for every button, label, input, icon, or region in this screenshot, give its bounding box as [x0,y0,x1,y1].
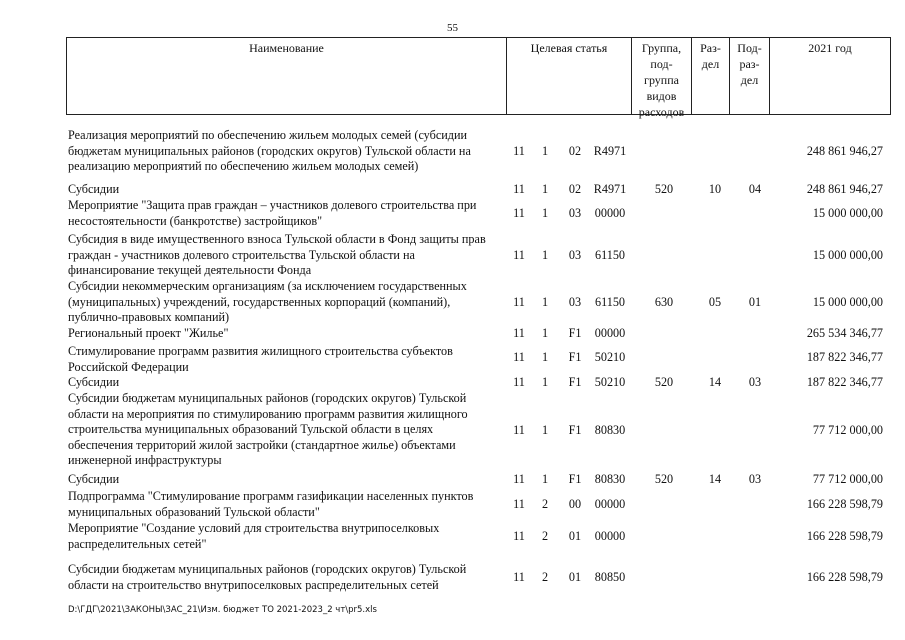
file-path-footer: D:\ГДГ\2021\ЗАКОНЫ\ЗАС_21\Изм. бюджет ТО 2021-2023_2 чт\pr5.xls [68,605,377,615]
row-code-2: 1 [541,144,549,158]
row-code-1: 11 [513,248,525,262]
row-code-4: 50210 [594,375,626,389]
row-code-2: 2 [541,570,549,584]
row-name: Стимулирование программ развития жилищного строительства субъектов Российской Федерации [68,344,453,374]
row-section: 14 [708,472,722,486]
row-code-2: 1 [541,326,549,340]
row-name: Региональный проект "Жилье" [68,326,229,340]
header-section: Раз- дел [692,38,730,114]
row-code-3: 00 [568,497,582,511]
row-name: Субсидии некоммерческим организациям (за исключением государственных (муниципальных) учреждений, государственных корпораций (компаний), публично-правовых компаний) [68,279,467,324]
row-code-4: 00000 [594,206,626,220]
row-name: Подпрограмма "Стимулирование программ газификации населенных пунктов муниципальных образований Тульской области" [68,489,474,519]
row-group: 520 [654,182,674,196]
row-code-2: 2 [541,497,549,511]
row-group: 520 [654,375,674,389]
row-amount: 166 228 598,79 [806,529,883,543]
row-code-1: 11 [513,326,525,340]
row-code-3: 02 [568,144,582,158]
row-group: 630 [654,295,674,309]
row-code-3: 03 [568,206,582,220]
row-section: 14 [708,375,722,389]
row-code-4: R4971 [593,182,627,196]
row-subsection: 03 [748,472,762,486]
row-amount: 265 534 346,77 [806,326,883,340]
row-code-1: 11 [513,375,525,389]
row-name: Субсидии [68,182,120,196]
row-amount: 77 712 000,00 [812,423,883,437]
row-code-3: 03 [568,248,582,262]
row-amount: 248 861 946,27 [806,182,883,196]
row-code-1: 11 [513,497,525,511]
row-code-4: 00000 [594,326,626,340]
row-group: 520 [654,472,674,486]
row-code-2: 2 [541,529,549,543]
row-code-3: F1 [568,375,582,389]
row-amount: 15 000 000,00 [812,248,883,262]
row-code-4: 61150 [594,248,626,262]
row-code-2: 1 [541,295,549,309]
row-code-3: F1 [568,350,582,364]
header-year: 2021 год [808,41,852,55]
row-subsection: 01 [748,295,762,309]
row-amount: 166 228 598,79 [806,570,883,584]
row-code-3: 01 [568,529,582,543]
row-code-2: 1 [541,206,549,220]
row-amount: 187 822 346,77 [806,350,883,364]
row-code-4: 80830 [594,472,626,486]
header-group: Группа, под- группа видов расходов [632,38,692,114]
row-code-2: 1 [541,350,549,364]
row-subsection: 03 [748,375,762,389]
row-code-3: 01 [568,570,582,584]
row-code-4: 00000 [594,497,626,511]
row-amount: 15 000 000,00 [812,295,883,309]
row-name: Субсидия в виде имущественного взноса Тульской области в Фонд защиты прав граждан - участников долевого строительства Тульской области на финансирование текущей деятельности Фонда [68,232,486,277]
row-amount: 248 861 946,27 [806,144,883,158]
header-target-article: Целевая статья [507,38,632,114]
row-code-1: 11 [513,144,525,158]
row-code-3: F1 [568,423,582,437]
row-name: Субсидии [68,472,120,486]
row-code-4: R4971 [593,144,627,158]
row-section: 10 [708,182,722,196]
row-amount: 166 228 598,79 [806,497,883,511]
row-code-2: 1 [541,248,549,262]
header-name: Наименование [67,38,507,114]
row-code-1: 11 [513,570,525,584]
table-header [66,37,891,119]
row-code-4: 80850 [594,570,626,584]
row-code-1: 11 [513,472,525,486]
row-code-1: 11 [513,423,525,437]
row-code-2: 1 [541,423,549,437]
row-amount: 15 000 000,00 [812,206,883,220]
row-code-3: 02 [568,182,582,196]
page-number: 55 [447,22,458,34]
row-code-2: 1 [541,375,549,389]
row-code-1: 11 [513,182,525,196]
row-name: Мероприятие "Защита прав граждан – участников долевого строительства при несостоятельности (банкротстве) застройщиков" [68,198,477,228]
row-amount: 77 712 000,00 [812,472,883,486]
row-section: 05 [708,295,722,309]
row-name: Субсидии [68,375,120,389]
row-name: Реализация мероприятий по обеспечению жильем молодых семей (субсидии бюджетам муниципальных районов (городских округов) Тульской области на реализацию мероприятий по обеспечению жильем молодых семей) [68,128,471,173]
row-code-1: 11 [513,295,525,309]
row-code-1: 11 [513,206,525,220]
row-code-4: 80830 [594,423,626,437]
row-code-4: 50210 [594,350,626,364]
row-amount: 187 822 346,77 [806,375,883,389]
header-subsection: Под- раз- дел [730,38,770,114]
row-code-3: F1 [568,472,582,486]
row-code-2: 1 [541,182,549,196]
row-name: Субсидии бюджетам муниципальных районов (городских округов) Тульской области на мероприятия по стимулированию программ развития жилищного строительства муниципальных образований Тульской области в целях обеспечения территорий жилой застройки (стандартное жилье) объектами инженерной инфраструктуры [68,391,468,467]
row-name: Субсидии бюджетам муниципальных районов (городских округов) Тульской области на строительство внутрипоселковых распределительных сетей [68,562,467,592]
row-code-3: F1 [568,326,582,340]
row-subsection: 04 [748,182,762,196]
row-code-4: 61150 [594,295,626,309]
row-code-2: 1 [541,472,549,486]
row-name: Мероприятие "Создание условий для строительства внутрипоселковых распределительных сетей" [68,521,440,551]
row-code-1: 11 [513,529,525,543]
row-code-1: 11 [513,350,525,364]
row-code-4: 00000 [594,529,626,543]
row-code-3: 03 [568,295,582,309]
